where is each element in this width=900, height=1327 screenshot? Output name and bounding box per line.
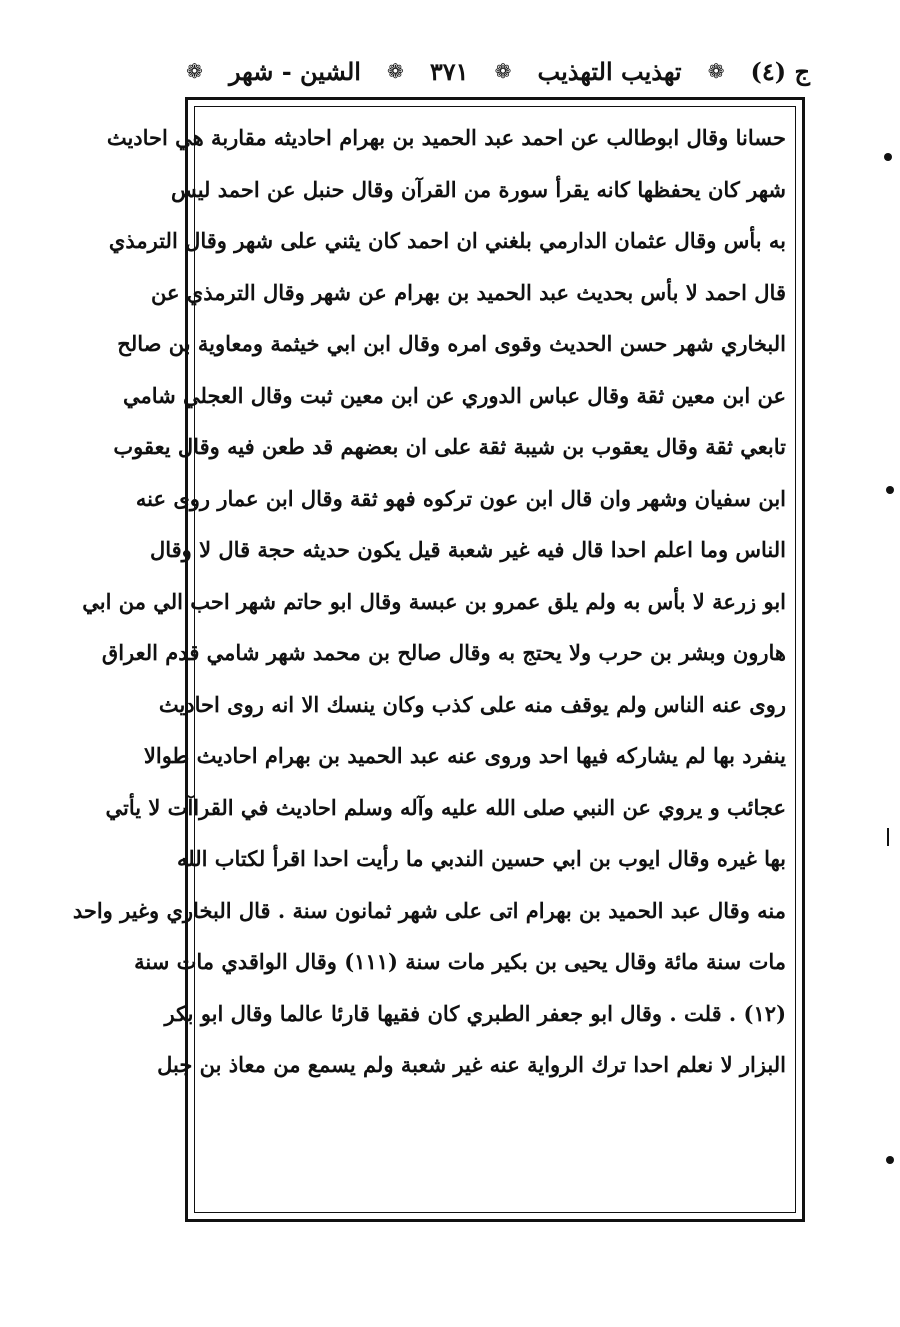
- text-line: تابعي ثقة وقال يعقوب بن شيبة ثقة على ان بعضهم قد طعن فيه وقال يعقوب: [113, 434, 786, 459]
- volume-text: ج (٤): [750, 56, 810, 86]
- text-line: بها غيره وقال ايوب بن ابي حسين الندبي ما رأيت احدا اقرأ لكتاب الله: [177, 846, 786, 871]
- text-line: الناس وما اعلم احدا قال فيه غير شعبة قيل يكون حديثه حجة قال لا وقال: [149, 537, 786, 562]
- text-line: البخاري شهر حسن الحديث وقوى امره وقال ابن ابي خيثمة ومعاوية بن صالح: [117, 331, 786, 356]
- volume-label: [751, 57, 810, 86]
- text-line: قال احمد لا بأس بحديث عبد الحميد بن بهرام عن شهر وقال الترمذي عن: [150, 279, 786, 305]
- text-line: به بأس وقال عثمان الدارمي بلغني ان احمد كان يثني على شهر وقال الترمذي: [108, 228, 786, 253]
- text-line: مات سنة مائة وقال يحيى بن بكير مات سنة (١١١) وقال الواقدي مات سنة: [134, 949, 786, 974]
- text-line: ينفرد بها لم يشاركه فيها احد وروى عنه عبد الحميد بن بهرام احاديث طوالا: [143, 743, 786, 768]
- ornament-icon: ❁: [186, 59, 203, 83]
- ornament-icon: ❁: [494, 59, 512, 83]
- margin-tick-icon: [887, 828, 889, 846]
- margin-dot-icon: [884, 153, 892, 161]
- text-line: عن ابن معين ثقة وقال عباس الدوري عن ابن معين ثبت وقال العجلي شامي: [122, 382, 786, 408]
- text-line: ابو زرعة لا بأس به ولم يلق عمرو بن عبسة وقال ابو حاتم شهر احب الي من ابي: [82, 588, 786, 614]
- text-line: ابن سفيان وشهر وان قال ابن عون تركوه فهو ثقة وقال ابن عمار روى عنه: [135, 485, 786, 511]
- section-title: الشين - شهر: [228, 56, 361, 86]
- margin-dot-icon: [886, 486, 894, 494]
- text-line: عجائب و يروي عن النبي صلى الله عليه وآله وسلم احاديث في القراآت لا يأتي: [105, 794, 786, 820]
- text-line: (١٢) . قلت . وقال ابو جعفر الطبري كان فقيها قارئا عالما وقال ابو بكر: [164, 1000, 786, 1026]
- text-line: روى عنه الناس ولم يوقف منه على كذب وكان ينسك الا انه روى احاديث: [158, 691, 786, 717]
- text-line: هارون وبشر بن حرب ولا يحتج به وقال صالح بن محمد شهر شامي قدم العراق: [101, 640, 786, 665]
- page-number: ٣٧١: [429, 56, 469, 86]
- text-line: حسانا وقال ابوطالب عن احمد عبد الحميد بن بهرام احاديثه مقاربة هي احاديث: [106, 125, 786, 150]
- text-body: [72, 112, 794, 1212]
- text-line: شهر كان يحفظها كانه يقرأ سورة من القرآن وقال حنبل عن احمد ليس: [170, 176, 786, 202]
- book-title: تهذيب التهذيب: [537, 56, 682, 86]
- text-line: منه وقال عبد الحميد بن بهرام اتى على شهر ثمانون سنة . قال البخاري وغير واحد: [72, 897, 786, 923]
- ornament-icon: ❁: [387, 59, 404, 83]
- margin-dot-icon: [886, 1156, 894, 1164]
- ornament-icon: ❁: [707, 59, 725, 83]
- text-line: البزار لا نعلم احدا ترك الرواية عنه غير شعبة ولم يسمع من معاذ بن جبل: [157, 1052, 786, 1077]
- page-header: [180, 44, 810, 98]
